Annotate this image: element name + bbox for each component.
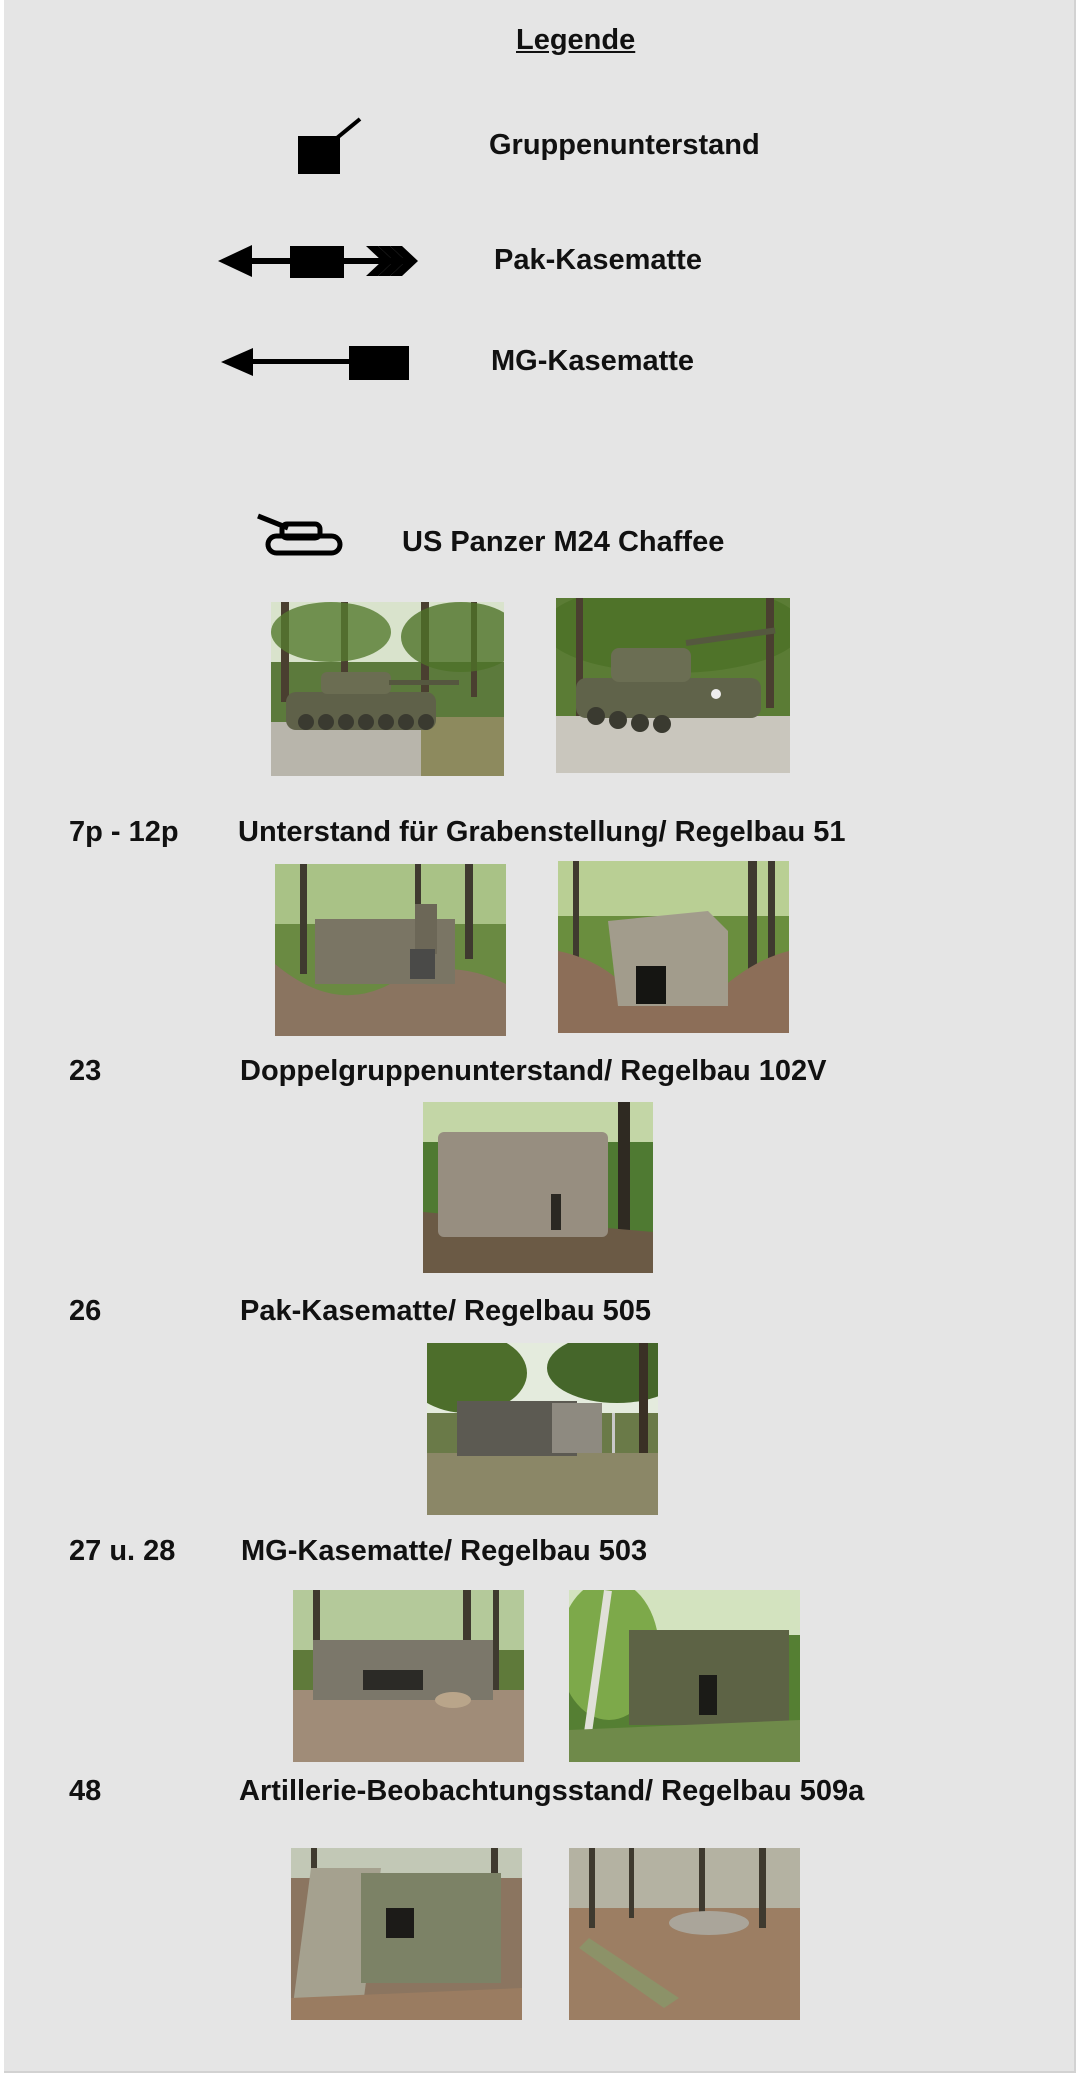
entry-number-5: 48 [69, 1775, 102, 1807]
gruppenunterstand-icon [294, 116, 364, 178]
entry-4-photo-1 [293, 1590, 524, 1762]
legend-label-gruppenunterstand: Gruppenunterstand [489, 129, 760, 161]
tank-photo-1 [271, 602, 504, 776]
entry-4-photo-2 [569, 1590, 800, 1762]
legend-label-tank: US Panzer M24 Chaffee [402, 526, 725, 558]
mg-kasematte-icon [219, 342, 413, 384]
tank-photo-2 [556, 598, 790, 773]
legend-title: Legende [516, 24, 636, 56]
entry-name-5: Artillerie-Beobachtungsstand/ Regelbau 509a [239, 1775, 865, 1807]
entry-name-2: Doppelgruppenunterstand/ Regelbau 102V [240, 1055, 827, 1087]
entry-2-photo-1 [423, 1102, 653, 1273]
entry-number-4: 27 u. 28 [69, 1535, 176, 1567]
entry-name-3: Pak-Kasematte/ Regelbau 505 [240, 1295, 652, 1327]
entry-name-4: MG-Kasematte/ Regelbau 503 [241, 1535, 648, 1567]
entry-1-photo-1 [275, 864, 506, 1036]
entry-1-photo-2 [558, 861, 789, 1033]
legend-label-mg-kasematte: MG-Kasematte [491, 345, 695, 377]
legend-page [4, 0, 1076, 2073]
tank-icon [254, 512, 346, 558]
entry-5-photo-2 [569, 1848, 800, 2020]
entry-number-3: 26 [69, 1295, 102, 1327]
entry-3-photo-1 [427, 1343, 658, 1515]
entry-number-2: 23 [69, 1055, 102, 1087]
entry-number-1: 7p - 12p [69, 816, 179, 848]
entry-name-1: Unterstand für Grabenstellung/ Regelbau 51 [238, 816, 846, 848]
legend-label-pak-kasematte: Pak-Kasematte [494, 244, 702, 276]
pak-kasematte-icon [216, 240, 426, 282]
entry-5-photo-1 [291, 1848, 522, 2020]
